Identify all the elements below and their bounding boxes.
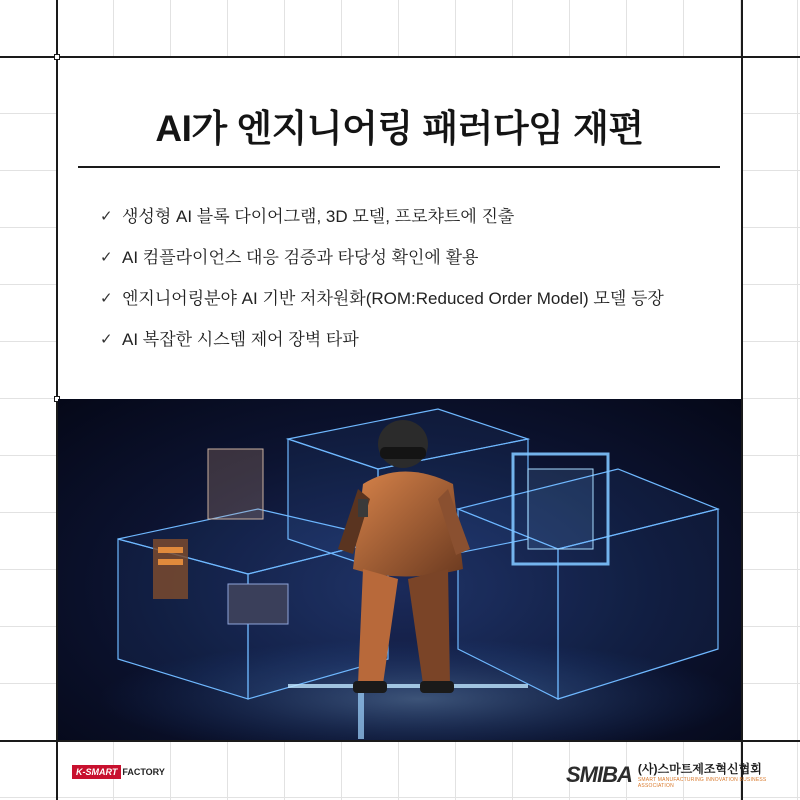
page-title: AI가 엔지니어링 패러다임 재편 <box>155 108 644 149</box>
smiba-logo <box>566 760 800 789</box>
hologram-scene <box>58 399 741 740</box>
smart-text: -SMART <box>82 767 118 777</box>
bullet-text: 생성형 AI 블록 다이어그램, 3D 모델, 프로챠트에 진출 <box>122 207 515 226</box>
bullet-list <box>100 206 664 370</box>
corner-handle-top <box>54 54 60 60</box>
k-smart-factory-logo <box>72 765 165 779</box>
content-card <box>58 58 741 399</box>
smiba-mark: SMIBA <box>566 761 632 787</box>
k-smart-mark <box>72 765 121 779</box>
frame-line-bottom <box>0 740 800 742</box>
association-name: (사)스마트제조혁신협회 <box>637 762 762 776</box>
bullet-text: 엔지니어링분야 AI 기반 저차원화(ROM:Reduced Order Model) 모델 등장 <box>122 289 664 308</box>
association-subtitle: SMART MANUFACTURING INNOVATION BUSINESS ASSOCIATION <box>637 777 767 789</box>
check-icon: ✓ <box>100 290 113 307</box>
bullet-text: AI 컴플라이언스 대응 검증과 타당성 확인에 활용 <box>122 248 479 267</box>
k-letter: K <box>76 767 83 777</box>
check-icon: ✓ <box>100 249 113 266</box>
check-icon: ✓ <box>100 331 113 348</box>
bullet-item <box>100 247 664 269</box>
bullet-item <box>100 288 664 310</box>
title-divider <box>78 166 720 168</box>
bullet-item <box>100 206 664 228</box>
association-block <box>638 760 800 789</box>
bullet-text: AI 복잡한 시스템 제어 장벽 타파 <box>122 330 359 349</box>
factory-text: FACTORY <box>122 767 165 777</box>
frame-line-right <box>741 0 743 800</box>
check-icon: ✓ <box>100 208 113 225</box>
bullet-item <box>100 329 664 351</box>
engineer-hologram-illustration <box>58 399 741 740</box>
